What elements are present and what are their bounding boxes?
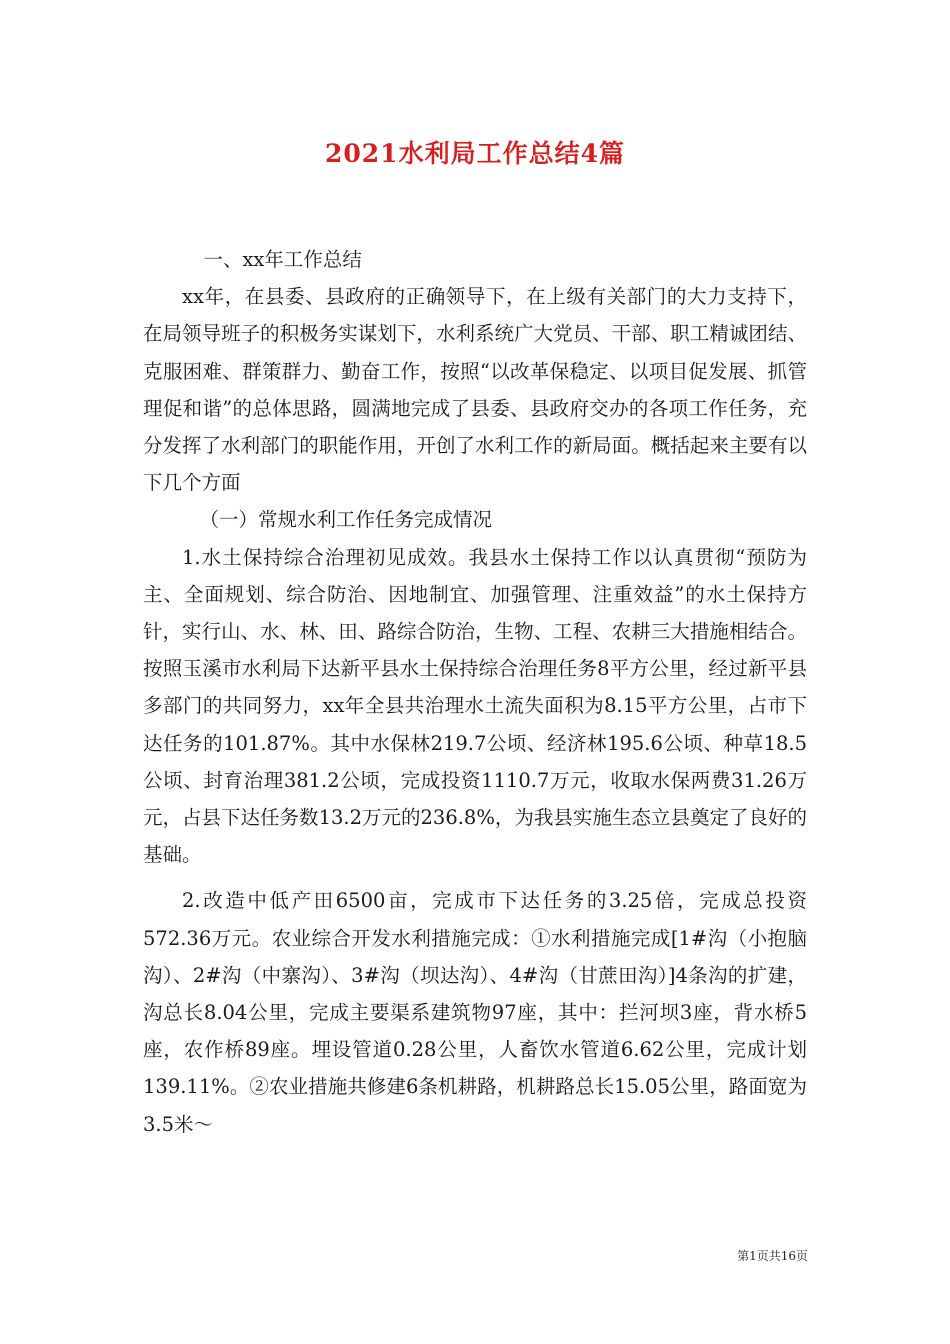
document-body [143,241,807,1143]
section-heading: 一、xx年工作总结 [203,248,362,271]
page-number-footer: 第1页共16页 [737,1249,808,1263]
subsection-heading: （一）常规水利工作任务完成情况 [199,508,493,532]
body-paragraph: 2.改造中低产田6500亩，完成市下达任务的3.25倍，完成总投资572.36万元。农业综合开发水利措施完成：①水利措施完成[1#沟（小抱脑沟）、2#沟（中寨沟）、3#沟（坝达沟）、4#沟（甘蔗田沟）]4条沟的扩建，沟总长8.04公里，完成主要渠系建筑物97座，其中：拦河坝3座，背水桥5座，农作桥89座。埋设管道0.28公里，人畜饮水管道6.62公里，完成计划139.11%。②农业措施共修建6条机耕路，机耕路总长15.05公里，路面宽为3.5米～ [143,889,807,1136]
body-paragraph: xx年，在县委、县政府的正确领导下，在上级有关部门的大力支持下，在局领导班子的积极务实谋划下，水利系统广大党员、干部、职工精诚团结、克服困难、群策群力、勤奋工作，按照“以改革保稳定、以项目促发展、抓管理促和谐”的总体思路，圆满地完成了县委、县政府交办的各项工作任务，充分发挥了水利部门的职能作用，开创了水利工作的新局面。概括起来主要有以下几个方面 [143,285,807,495]
body-paragraph: 1.水土保持综合治理初见成效。我县水土保持工作以认真贯彻“预防为主、全面规划、综合防治、因地制宜、加强管理、注重效益”的水土保持方针，实行山、水、林、田、路综合防治，生物、工程、农耕三大措施相结合。按照玉溪市水利局下达新平县水土保持综合治理任务8平方公里，经过新平县多部门的共同努力，xx年全县共治理水土流失面积为8.15平方公里，占市下达任务的101.87%。其中水保林219.7公顷、经济林195.6公顷、种草18.5公顷、封育治理381.2公顷，完成投资1110.7万元，收取水保两费31.26万元，占县下达任务数13.2万元的236.8%，为我县实施生态立县奠定了良好的基础。 [143,545,807,867]
document-title: 2021水利局工作总结4篇 [325,139,625,168]
